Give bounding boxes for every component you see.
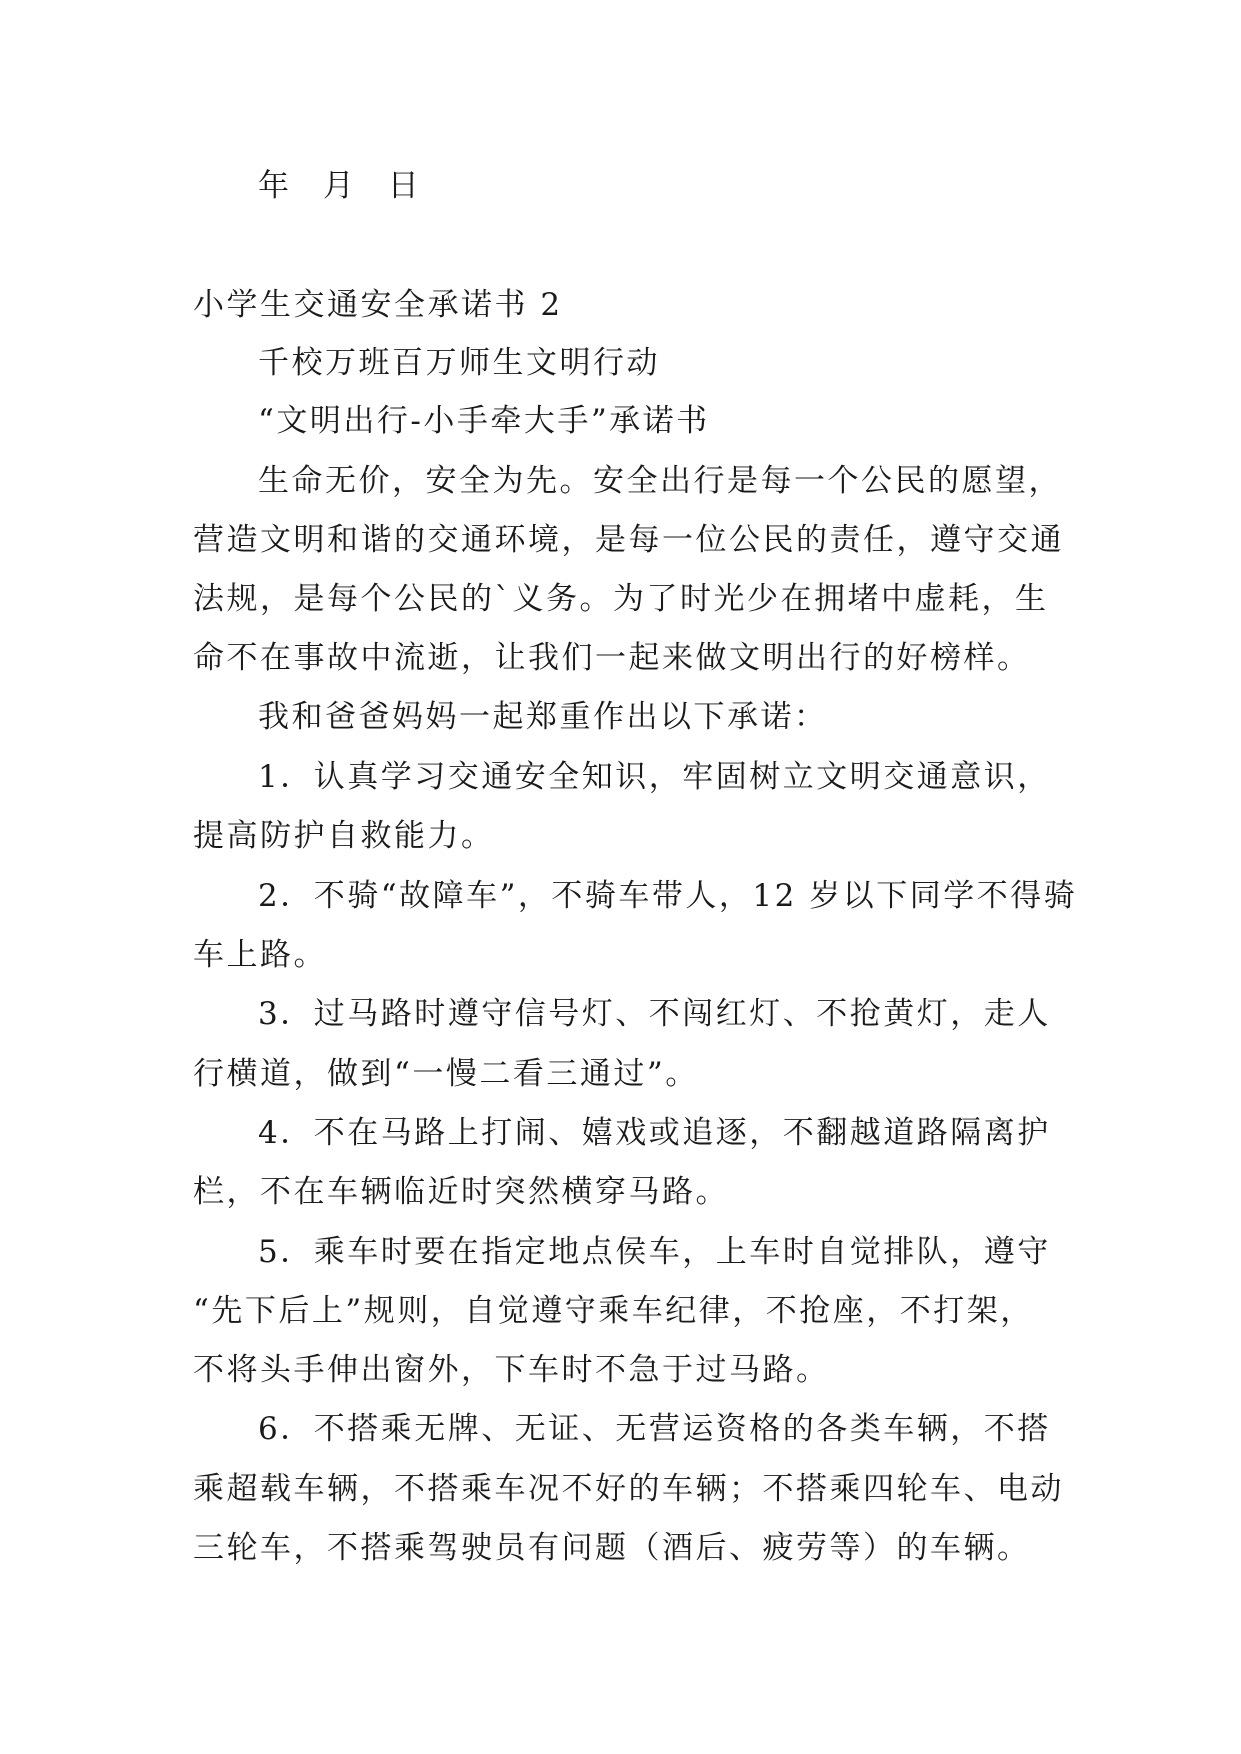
subtitle-campaign: 千校万班百万师生文明行动 xyxy=(258,345,660,381)
subtitle-pledge: “文明出行-小手牵大手”承诺书 xyxy=(258,403,710,439)
pledge-lead: 我和爸爸妈妈一起郑重作出以下承诺： xyxy=(258,699,828,735)
date-year: 年 xyxy=(258,168,289,204)
pledge-item-5: 5．乘车时要在指定地点侯车，上车时自觉排队，遵守 xyxy=(258,1234,1051,1270)
date-day: 日 xyxy=(387,168,419,204)
pledge-item-5-cont: “先下后上”规则，自觉遵守乘车纪律，不抢座，不打架， xyxy=(193,1293,1034,1329)
intro-line: 生命无价，安全为先。安全出行是每一个公民的愿望， xyxy=(258,463,1062,499)
pledge-item-3-cont: 行横道，做到“一慢二看三通过”。 xyxy=(193,1056,699,1092)
date-line xyxy=(258,166,443,206)
pledge-item-6-cont: 乘超载车辆，不搭乘车况不好的车辆；不搭乘四轮车、电动 xyxy=(193,1471,1064,1507)
pledge-item-4: 4．不在马路上打闹、嬉戏或追逐，不翻越道路隔离护 xyxy=(258,1115,1051,1151)
pledge-item-4-cont: 栏，不在车辆临近时突然横穿马路。 xyxy=(193,1174,729,1210)
pledge-item-6: 6．不搭乘无牌、无证、无营运资格的各类车辆，不搭 xyxy=(258,1411,1051,1447)
pledge-item-2-cont: 车上路。 xyxy=(193,937,327,973)
doc-title: 小学生交通安全承诺书 2 xyxy=(193,287,563,323)
pledge-item-3: 3．过马路时遵守信号灯、不闯红灯、不抢黄灯，走人 xyxy=(258,996,1051,1032)
intro-line: 命不在事故中流逝，让我们一起来做文明出行的好榜样。 xyxy=(193,640,1031,676)
pledge-item-2: 2．不骑“故障车”，不骑车带人，12 岁以下同学不得骑 xyxy=(258,878,1078,914)
intro-line: 营造文明和谐的交通环境，是每一位公民的责任，遵守交通 xyxy=(193,522,1064,558)
pledge-item-5-cont: 不将头手伸出窗外，下车时不急于过马路。 xyxy=(193,1352,830,1388)
pledge-item-1: 1．认真学习交通安全知识，牢固树立文明交通意识， xyxy=(258,759,1051,795)
pledge-item-6-cont: 三轮车，不搭乘驾驶员有问题（酒后、疲劳等）的车辆。 xyxy=(193,1530,1031,1566)
pledge-item-1-cont: 提高防护自救能力。 xyxy=(193,818,495,854)
date-month: 月 xyxy=(322,168,354,204)
intro-line: 法规，是每个公民的`义务。为了时光少在拥堵中虚耗，生 xyxy=(193,581,1049,617)
